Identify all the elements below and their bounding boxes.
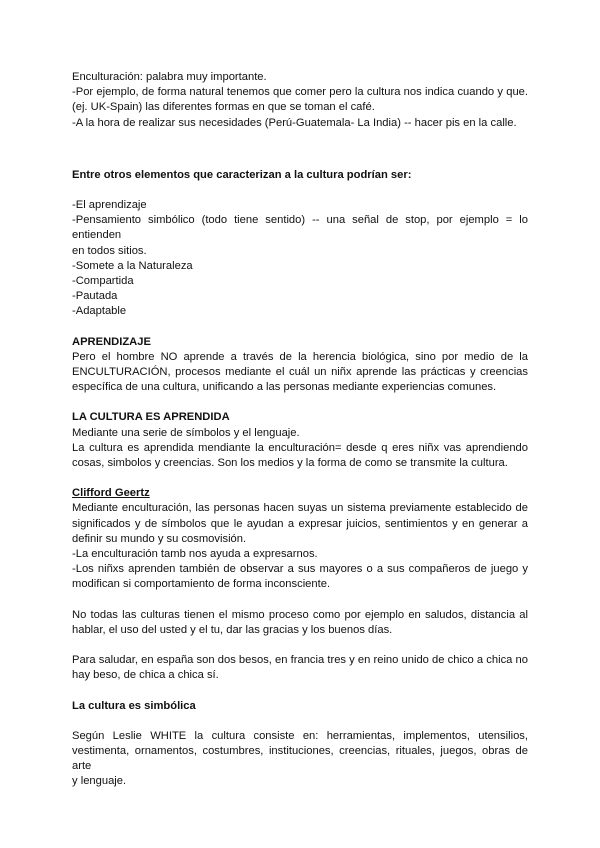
paragraph-line: Pero el hombre NO aprende a través de la herencia biológica, sino por medio de la: [72, 350, 528, 363]
section-heading: La cultura es simbólica: [72, 699, 196, 712]
intro-line: Enculturación: palabra muy importante.: [72, 71, 267, 83]
geertz-section: [72, 486, 528, 592]
intro-line: (ej. UK-Spain) las diferentes formas en que se toman el café.: [72, 101, 375, 114]
paragraph-line: definir su mundo y su cosmovisión.: [72, 532, 247, 545]
list-item: -Somete a la Naturaleza: [72, 259, 193, 272]
intro-line: -A la hora de realizar sus necesidades (Perú-Guatemala- La India) -- hacer pis en la calle.: [72, 116, 517, 129]
intro-line: -Por ejemplo, de forma natural tenemos que comer pero la cultura nos indica cuando y que.: [72, 86, 528, 99]
aprendizaje-section: [72, 335, 528, 396]
paragraph-line: ENCULTURACIÓN, procesos mediante el cuál un niñx aprende las prácticas y creencias: [72, 366, 528, 379]
paragraph-line: Según Leslie WHITE la cultura consiste en: herramientas, implementos, utensilios,: [72, 729, 528, 742]
paragraph-line: Mediante una serie de símbolos y el lenguaje.: [72, 426, 300, 439]
section-heading: Clifford Geertz: [72, 487, 150, 500]
paragraph-line: -La enculturación tamb nos ayuda a expresarnos.: [72, 548, 318, 561]
list-item: -El aprendizaje: [72, 199, 147, 212]
paragraph-line: hablar, el uso del usted y el tu, dar las gracias y los buenos días.: [72, 623, 393, 636]
list-item: -Compartida: [72, 275, 134, 288]
list-item: en todos sitios.: [72, 244, 147, 257]
paragraph-line: cosas, simbolos y creencias. Son los medios y la forma de como se transmite la cultura.: [72, 457, 508, 470]
paragraph-line: y lenguaje.: [72, 775, 127, 788]
paragraph-line: vestimenta, ornamentos, costumbres, instituciones, creencias, rituales, juegos, obras de arte: [72, 744, 528, 773]
list-item: -Pautada: [72, 290, 118, 303]
list-item: -Pensamiento simbólico (todo tiene sentido) -- una señal de stop, por ejemplo = lo entienden: [72, 214, 528, 242]
list-item: -Adaptable: [72, 305, 127, 318]
paragraph-line: modifican si comportamiento de forma inconsciente.: [72, 578, 331, 591]
paragraph-line: significados y de símbolos que le ayudan a expresar juicios, sentimientos y en generar a: [72, 517, 528, 530]
section-heading: Entre otros elementos que caracterizan a la cultura podrían ser:: [72, 168, 412, 181]
section-heading: APRENDIZAJE: [72, 335, 151, 348]
paragraph-line: -Los niñxs aprenden también de observar a sus mayores o a sus compañeros de juego y: [72, 563, 528, 576]
simbolica-section: [72, 699, 528, 790]
aprendida-section: [72, 410, 528, 471]
intro-section: [72, 70, 528, 131]
paragraph-line: No todas las culturas tienen el mismo proceso como por ejemplo en saludos, distancia al: [72, 608, 528, 621]
paragraph-line: Mediante enculturación, las personas hacen suyas un sistema previamente establecido de: [72, 502, 528, 515]
saludar-section: [72, 653, 528, 683]
paragraph-line: La cultura es aprendida mendiante la enculturación= desde q eres niñx vas aprendiendo: [72, 441, 528, 454]
section-heading: LA CULTURA ES APRENDIDA: [72, 411, 230, 424]
paragraph-line: específica de una cultura, unificando a las personas mediante experiencias comunes.: [72, 381, 497, 394]
paragraph-line: hay beso, de chica a chica sí.: [72, 669, 219, 682]
procesos-section: [72, 608, 528, 638]
paragraph-line: Para saludar, en españa son dos besos, en francia tres y en reino unido de chico a chica no: [72, 654, 528, 667]
elements-section: [72, 168, 528, 320]
